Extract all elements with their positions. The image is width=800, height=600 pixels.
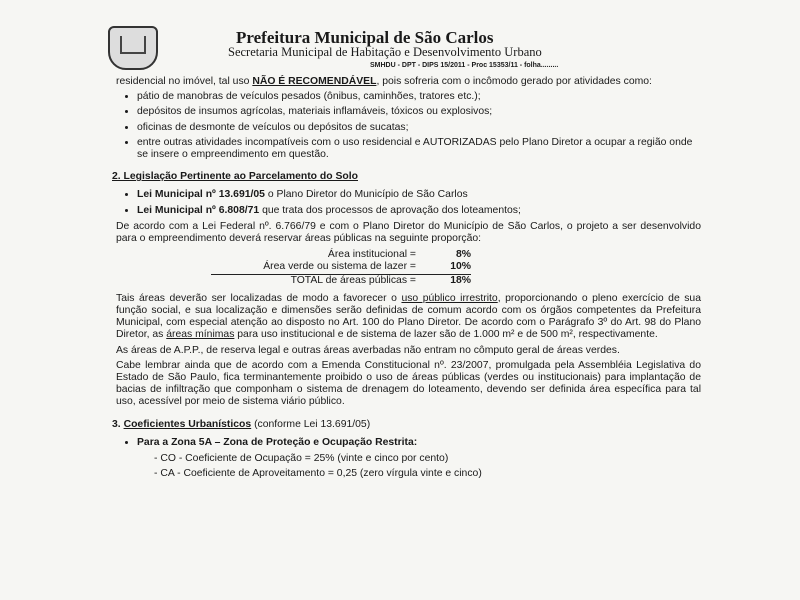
section-2-title: 2. Legislação Pertinente ao Parcelamento do Solo (112, 171, 358, 183)
header-subtitle: Secretaria Municipal de Habitação e Desenvolvimento Urbano (228, 45, 542, 59)
proportion-total: TOTAL de áreas públicas = 18% (211, 274, 471, 287)
section-3-title: 3. Coeficientes Urbanísticos (conforme Lei 13.691/05) (112, 418, 371, 430)
header-reference: SMHDU - DPT - DIPS 15/2011 - Proc 15353/11 - folha......... (370, 62, 559, 69)
list-item: - CA - Coeficiente de Aproveitamento = 0,25 (zero vírgula vinte e cinco) (154, 468, 701, 480)
coefficient-list (116, 453, 701, 480)
zone-list (116, 437, 701, 449)
paragraph: As áreas de A.P.P., de reserva legal e outras áreas averbadas não entram no cômputo geral de áreas verdes. (116, 344, 620, 356)
activity-list (116, 91, 701, 161)
header-title: Prefeitura Municipal de São Carlos (236, 28, 494, 47)
letterhead (100, 22, 690, 72)
proportion-row: Área verde ou sistema de lazer = 10% (263, 261, 471, 273)
paragraph: Tais áreas deverão ser localizadas de modo a favorecer o uso público irrestrito, proporcionando o pleno exercício de sua função social, e sua localização e dimensões serão definidas de comum acordo com os órgãos competentes da Prefeitura Municipal, com especial atenção ao disposto no Art. 100 do Plano Diretor. De acordo com o Parágrafo 3º do Art. 98 do Plano Diretor, as áreas mínimas para uso institucional e de sistema de lazer são de 1.000 m² e de 500 m², respectivamente. (116, 292, 701, 341)
city-seal-icon (108, 26, 158, 70)
proportion-table (211, 249, 471, 287)
list-item: • depósitos de insumos agrícolas, materiais inflamáveis, tóxicos ou explosivos; (137, 106, 701, 118)
list-item: - CO - Coeficiente de Ocupação = 25% (vinte e cinco por cento) (154, 453, 701, 465)
paragraph: Cabe lembrar ainda que de acordo com a Emenda Constitucional nº. 23/2007, promulgada pela Assembléia Legislativa do Estado de São Paulo, fica terminantemente proibido o uso de áreas públicas (verdes ou institucionais) para implantação de bacias de infiltração que componham o sistema de drenagem do loteamento, devendo ser definida área específica para tal uso, acessível por meio de sistema viário público. (116, 359, 701, 408)
list-item: • Para a Zona 5A – Zona de Proteção e Ocupação Restrita: (137, 437, 701, 449)
document-body (112, 76, 701, 484)
list-item: • pátio de manobras de veículos pesados (ônibus, caminhões, tratores etc.); (137, 91, 701, 103)
list-item: • Lei Municipal nº 13.691/05 o Plano Diretor do Município de São Carlos (137, 189, 701, 201)
paragraph: De acordo com a Lei Federal nº. 6.766/79 e com o Plano Diretor do Município de São Carlos, o projeto a ser desenvolvido para o empreendimento deverá reservar áreas públicas na seguinte proporção: (116, 220, 701, 245)
proportion-row: Área institucional = 8% (327, 249, 471, 261)
law-list (116, 189, 701, 216)
list-item: • entre outras atividades incompatíveis com o uso residencial e AUTORIZADAS pelo Plano Diretor a ocupar a região onde se insere o empreendimento em questão. (137, 137, 701, 161)
list-item: • oficinas de desmonte de veículos ou depósitos de sucatas; (137, 122, 701, 134)
intro-paragraph: residencial no imóvel, tal uso NÃO É RECOMENDÁVEL, pois sofreria com o incômodo gerado por atividades como: (116, 76, 652, 87)
list-item: • Lei Municipal nº 6.808/71 que trata dos processos de aprovação dos loteamentos; (137, 205, 701, 217)
